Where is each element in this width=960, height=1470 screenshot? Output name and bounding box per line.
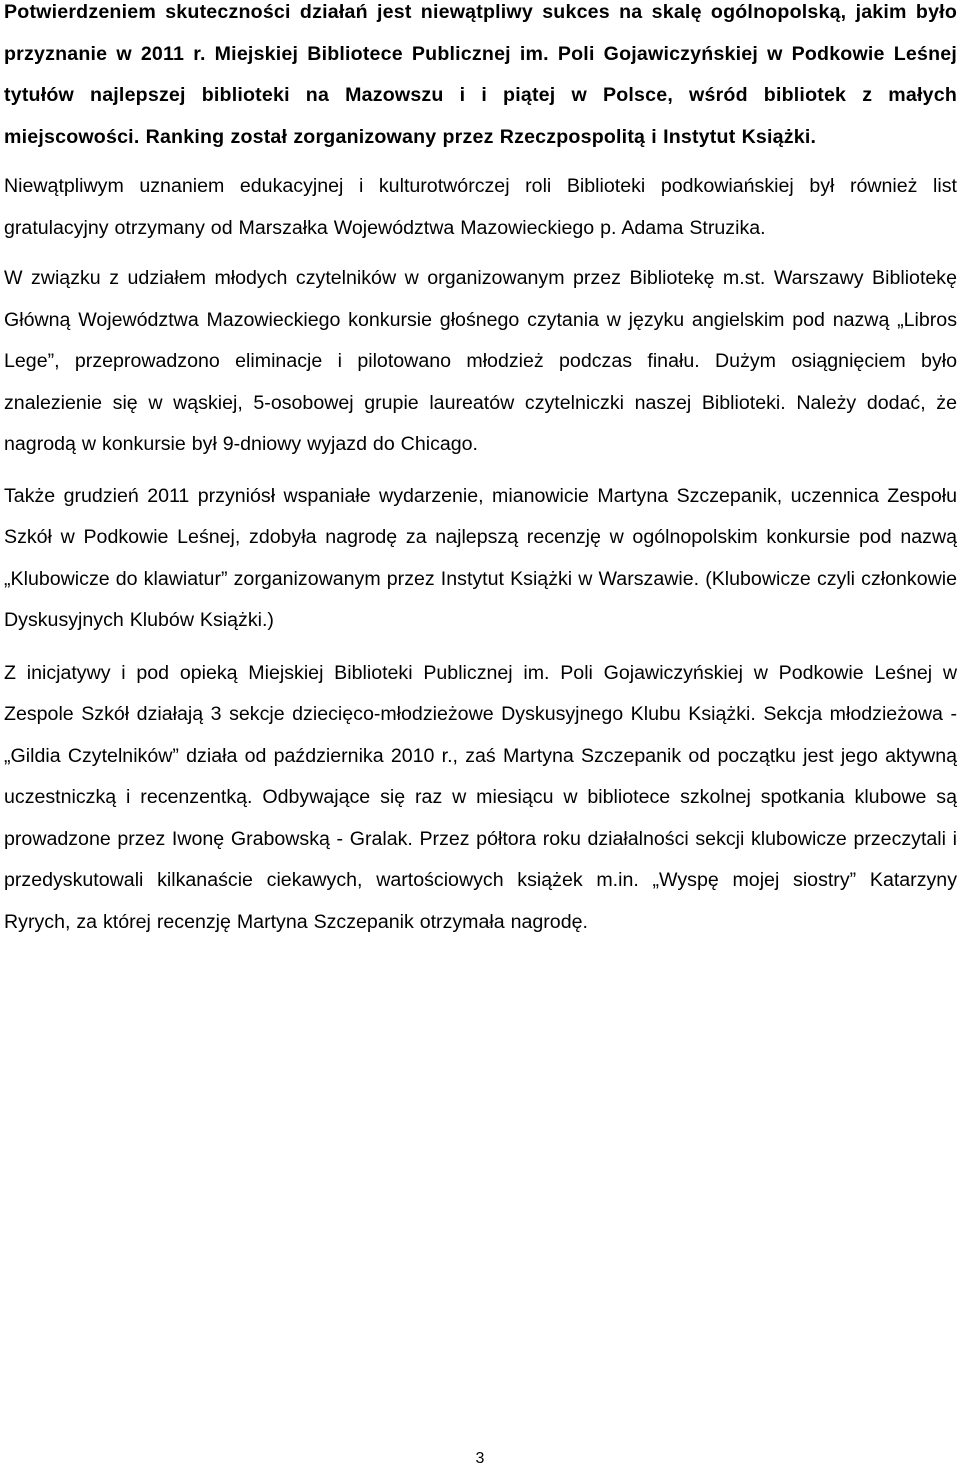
paragraph-december-2011: Także grudzień 2011 przyniósł wspaniałe wydarzenie, mianowicie Martyna Szczepanik, uczennica Zespołu Szkół w Podkowie Leśnej, zdobyła nagrodę za najlepszą recenzję w ogólnopolskim konkursie pod nazwą „Klubowicze do klawiatur” zorganizowanym przez Instytut Książki w Warszawie. (Klubowicze czyli członkowie Dyskusyjnych Klubów Książki.) <box>4 484 957 631</box>
paragraph-libros-lege: W związku z udziałem młodych czytelników w organizowanym przez Bibliotekę m.st. Warszawy Bibliotekę Główną Województwa Mazowieckiego konkursie głośnego czytania w języku angielskim pod nazwą „Libros Lege”, przeprowadzono eliminacje i pilotowano młodzież podczas finału. Dużym osiągnięciem było znalezienie się w wąskiej, 5-osobowej grupie laureatów czytelniczki naszej Biblioteki. Należy dodać, że nagrodą w konkursie był 9-dniowy wyjazd do Chicago. <box>4 267 957 455</box>
document-body <box>4 0 957 943</box>
paragraph-book-club: Z inicjatywy i pod opieką Miejskiej Biblioteki Publicznej im. Poli Gojawiczyńskiej w Podkowie Leśnej w Zespole Szkół działają 3 sekcje dziecięco-młodzieżowe Dyskusyjnego Klubu Książki. Sekcja młodzieżowa - „Gildia Czytelników” działa od października 2010 r., zaś Martyna Szczepanik od początku jest jego aktywną uczestniczką i recenzentką. Odbywające się raz w miesiącu w bibliotece szkolnej spotkania klubowe są prowadzone przez Iwonę Grabowską - Gralak. Przez półtora roku działalności sekcji klubowicze przeczytali i przedyskutowali kilkanaście ciekawych, wartościowych książek m.in. „Wyspę mojej siostry” Katarzyny Ryrych, za której recenzję Martyna Szczepanik otrzymała nagrodę. <box>4 661 957 933</box>
paragraph-recognition: Potwierdzeniem skuteczności działań jest niewątpliwy sukces na skalę ogólnopolską, jakim było przyznanie w 2011 r. Miejskiej Bibliotece Publicznej im. Poli Gojawiczyńskiej w Podkowie Leśnej tytułów najlepszej biblioteki na Mazowszu i i piątej w Polsce, wśród bibliotek z małych miejscowości. Ranking został zorganizowany przez Rzeczpospolitą i Instytut Książki. <box>4 1 957 148</box>
page-number: 3 <box>475 1450 485 1467</box>
paragraph-letter: Niewątpliwym uznaniem edukacyjnej i kulturotwórczej roli Biblioteki podkowiańskiej był również list gratulacyjny otrzymany od Marszałka Województwa Mazowieckiego p. Adama Struzika. <box>4 175 957 239</box>
